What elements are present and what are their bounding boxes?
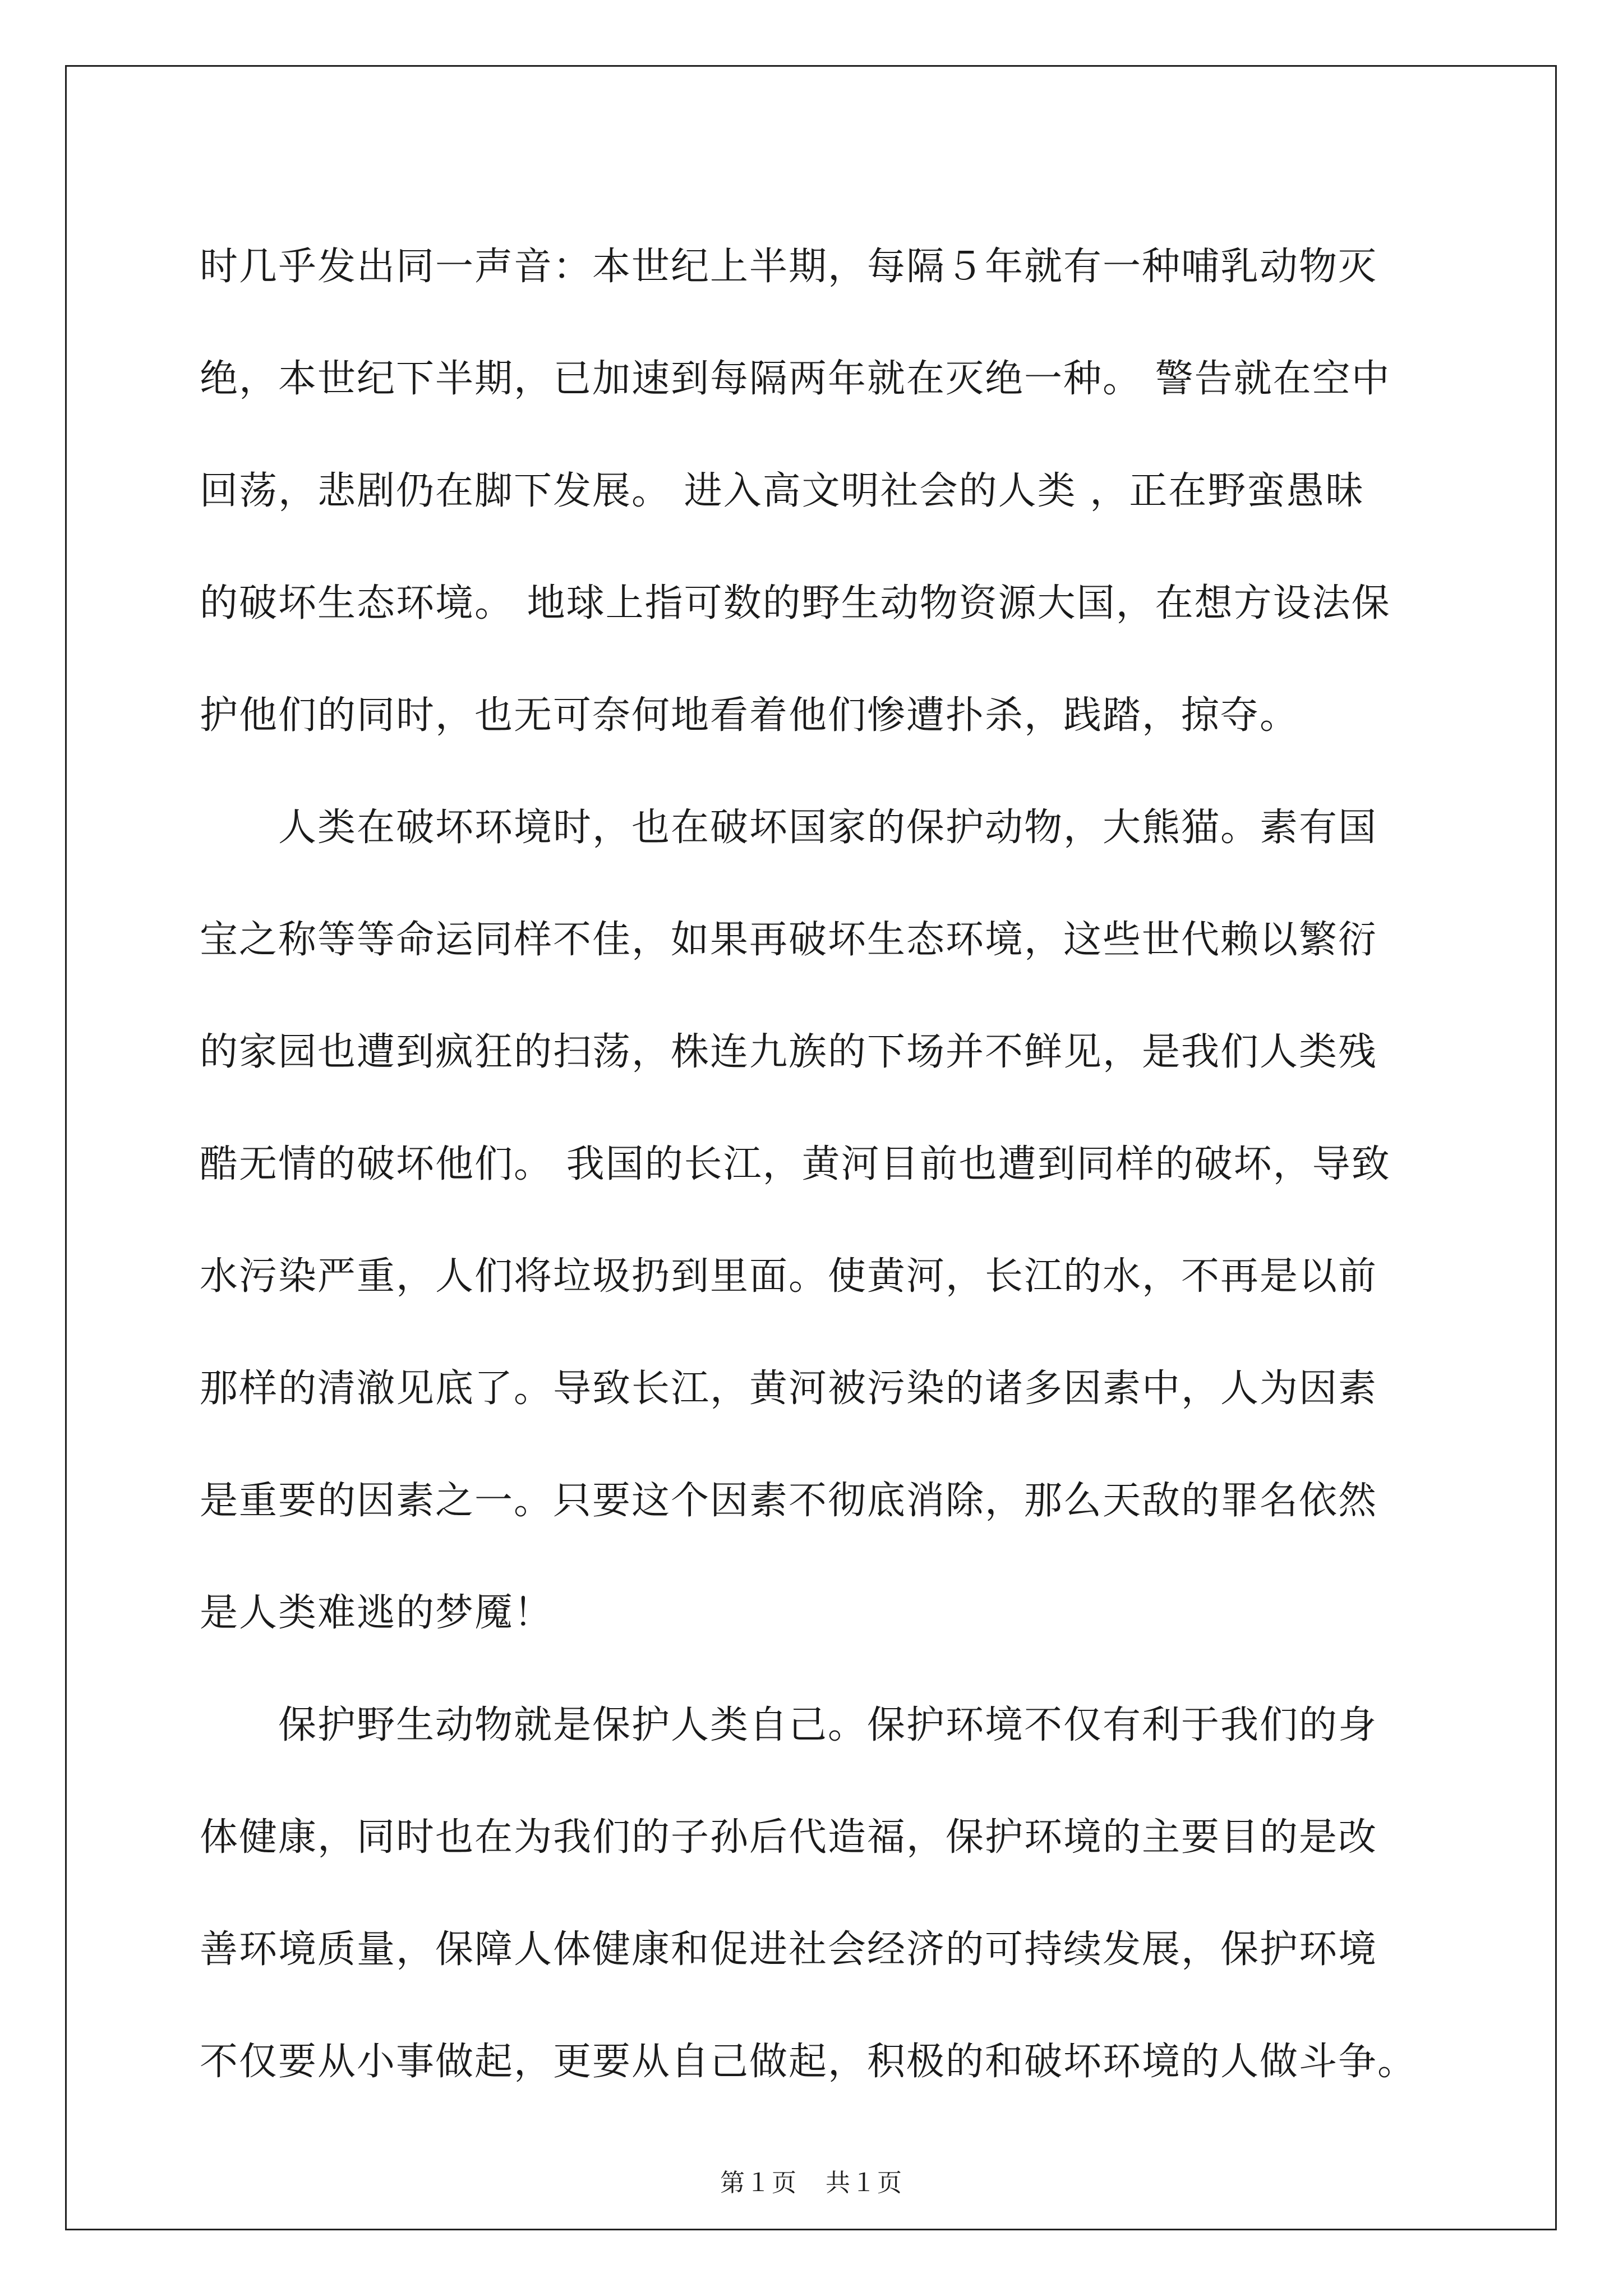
- text-line: 水污染严重，人们将垃圾扔到里面。使黄河，长江的水，不再是以前: [200, 1254, 1378, 1299]
- text-line: 回荡，悲剧仍在脚下发展。 进入高文明社会的人类 ，正在野蛮愚昧: [200, 469, 1365, 513]
- text-line: 宝之称等等命运同样不佳，如果再破坏生态环境，这些世代赖以繁衍: [200, 918, 1378, 962]
- text-line: 不仅要从小事做起，更要从自己做起，积极的和破坏环境的人做斗争。: [200, 2040, 1417, 2084]
- paragraph-1: [200, 211, 1433, 772]
- page-total: 共１页: [826, 2169, 903, 2197]
- text-line: 是重要的因素之一。只要这个因素不彻底消除，那么天敌的罪名依然: [200, 1479, 1378, 1523]
- text-line: 善环境质量，保障人体健康和促进社会经济的可持续发展，保护环境: [200, 1927, 1378, 1972]
- text-line: 护他们的同时，也无可奈何地看着他们惨遭扑杀，践踏，掠夺。: [200, 693, 1299, 738]
- text-line: 保护野生动物就是保护人类自己。保护环境不仅有利于我们的身: [200, 1703, 1378, 1747]
- text-line: 的家园也遭到疯狂的扫荡，株连九族的下场并不鲜见，是我们人类残: [200, 1030, 1378, 1074]
- text-line: 那样的清澈见底了。导致长江，黄河被污染的诸多因素中，人为因素: [200, 1366, 1378, 1411]
- page-footer: [0, 2162, 1623, 2198]
- text-line: 是人类难逃的梦魇！: [200, 1591, 554, 1635]
- text-line: 的破坏生态环境。 地球上指可数的野生动物资源大国，在想方设法保: [200, 581, 1391, 625]
- page-number: 第１页: [720, 2169, 797, 2197]
- text-line: 时几乎发出同一声音：本世纪上半期，每隔５年就有一种哺乳动物灭: [200, 245, 1378, 289]
- paragraph-2: [200, 772, 1433, 1669]
- text-line: 酷无情的破坏他们。 我国的长江，黄河目前也遭到同样的破坏，导致: [200, 1142, 1391, 1186]
- text-line: 体健康，同时也在为我们的子孙后代造福，保护环境的主要目的是改: [200, 1815, 1378, 1860]
- document-body: [200, 211, 1433, 2118]
- paragraph-3: [200, 1669, 1433, 2118]
- text-line: 人类在破坏环境时，也在破坏国家的保护动物，大熊猫。素有国: [200, 806, 1378, 850]
- text-line: 绝，本世纪下半期，已加速到每隔两年就在灭绝一种。 警告就在空中: [200, 357, 1391, 401]
